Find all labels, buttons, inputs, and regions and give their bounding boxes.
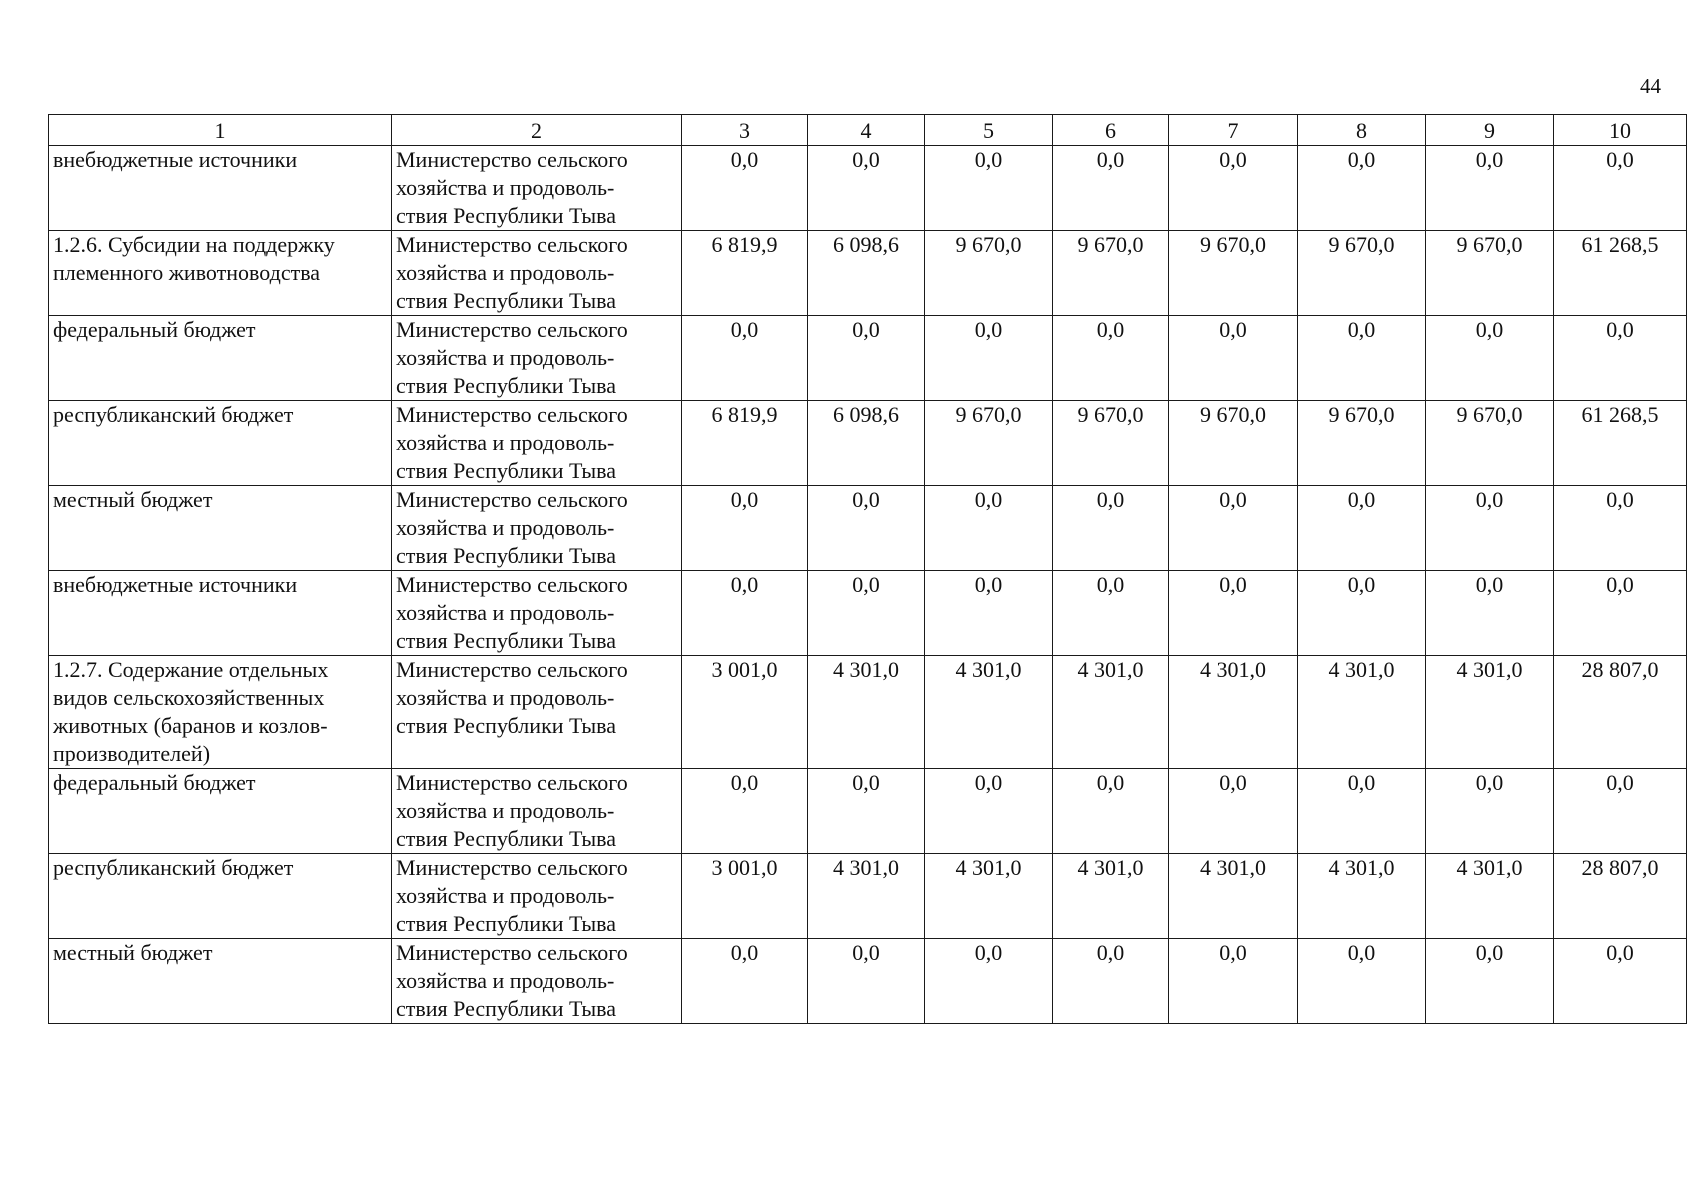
row-value-cell: 9 670,0 [1426,231,1554,316]
row-value-cell: 61 268,5 [1554,231,1687,316]
row-value-cell: 0,0 [1298,146,1426,231]
row-value-cell: 0,0 [1169,486,1298,571]
row-value-cell: 9 670,0 [1053,401,1169,486]
row-value-cell: 0,0 [1554,486,1687,571]
row-value-cell: 0,0 [808,316,925,401]
table-row [49,401,1687,486]
row-executor-cell: Министерство сельского хозяйства и продоволь- ствия Республики Тыва [392,656,682,769]
row-value-cell: 0,0 [1554,769,1687,854]
row-value-cell: 0,0 [808,939,925,1024]
row-value-cell: 0,0 [925,486,1053,571]
row-executor-cell: Министерство сельского хозяйства и продоволь- ствия Республики Тыва [392,854,682,939]
row-value-cell: 4 301,0 [1426,656,1554,769]
row-executor-cell: Министерство сельского хозяйства и продоволь- ствия Республики Тыва [392,486,682,571]
row-value-cell: 0,0 [808,146,925,231]
column-header: 7 [1169,115,1298,146]
row-name-cell: местный бюджет [49,486,392,571]
table-body [49,146,1687,1024]
row-value-cell: 4 301,0 [1169,854,1298,939]
row-value-cell: 0,0 [1053,486,1169,571]
row-value-cell: 0,0 [682,939,808,1024]
budget-table [48,114,1687,1024]
row-value-cell: 0,0 [1426,486,1554,571]
row-name-cell: республиканский бюджет [49,401,392,486]
row-value-cell: 0,0 [1169,769,1298,854]
row-value-cell: 28 807,0 [1554,656,1687,769]
row-value-cell: 4 301,0 [1298,854,1426,939]
column-header: 10 [1554,115,1687,146]
table-row [49,656,1687,769]
row-value-cell: 9 670,0 [1169,231,1298,316]
column-header: 1 [49,115,392,146]
row-value-cell: 0,0 [1053,316,1169,401]
row-value-cell: 0,0 [1426,571,1554,656]
row-name-cell: местный бюджет [49,939,392,1024]
row-value-cell: 0,0 [1298,571,1426,656]
row-value-cell: 0,0 [1426,316,1554,401]
row-value-cell: 0,0 [1426,146,1554,231]
row-value-cell: 9 670,0 [1298,231,1426,316]
row-value-cell: 4 301,0 [925,854,1053,939]
column-header: 8 [1298,115,1426,146]
row-value-cell: 9 670,0 [925,231,1053,316]
table-row [49,769,1687,854]
row-value-cell: 0,0 [808,769,925,854]
row-value-cell: 0,0 [1169,939,1298,1024]
row-value-cell: 4 301,0 [925,656,1053,769]
row-value-cell: 4 301,0 [808,854,925,939]
row-value-cell: 0,0 [682,769,808,854]
row-executor-cell: Министерство сельского хозяйства и продоволь- ствия Республики Тыва [392,401,682,486]
row-value-cell: 3 001,0 [682,854,808,939]
row-name-cell: 1.2.6. Субсидии на поддержку племенного животноводства [49,231,392,316]
row-value-cell: 4 301,0 [808,656,925,769]
row-value-cell: 0,0 [1298,486,1426,571]
page-number: 44 [1640,74,1661,98]
table-row [49,231,1687,316]
row-name-cell: 1.2.7. Содержание отдельных видов сельскохозяйственных животных (баранов и козлов- производителей) [49,656,392,769]
row-value-cell: 0,0 [925,769,1053,854]
table-row [49,486,1687,571]
row-value-cell: 4 301,0 [1426,854,1554,939]
row-value-cell: 4 301,0 [1053,854,1169,939]
row-value-cell: 0,0 [682,486,808,571]
row-value-cell: 0,0 [1053,769,1169,854]
row-value-cell: 6 098,6 [808,231,925,316]
row-value-cell: 0,0 [808,571,925,656]
row-value-cell: 0,0 [1554,571,1687,656]
row-value-cell: 0,0 [1169,316,1298,401]
row-value-cell: 9 670,0 [1426,401,1554,486]
row-executor-cell: Министерство сельского хозяйства и продоволь- ствия Республики Тыва [392,146,682,231]
row-value-cell: 0,0 [808,486,925,571]
row-value-cell: 0,0 [1554,316,1687,401]
row-value-cell: 0,0 [682,571,808,656]
row-value-cell: 0,0 [1169,571,1298,656]
row-executor-cell: Министерство сельского хозяйства и продоволь- ствия Республики Тыва [392,571,682,656]
column-header: 9 [1426,115,1554,146]
row-executor-cell: Министерство сельского хозяйства и продоволь- ствия Республики Тыва [392,939,682,1024]
row-value-cell: 3 001,0 [682,656,808,769]
row-executor-cell: Министерство сельского хозяйства и продоволь- ствия Республики Тыва [392,316,682,401]
row-value-cell: 0,0 [925,146,1053,231]
row-value-cell: 0,0 [682,146,808,231]
row-value-cell: 0,0 [1053,939,1169,1024]
column-header: 2 [392,115,682,146]
column-header: 5 [925,115,1053,146]
table-row [49,316,1687,401]
row-value-cell: 0,0 [1169,146,1298,231]
row-value-cell: 6 098,6 [808,401,925,486]
row-value-cell: 0,0 [682,316,808,401]
row-value-cell: 9 670,0 [925,401,1053,486]
row-value-cell: 0,0 [1426,769,1554,854]
row-executor-cell: Министерство сельского хозяйства и продоволь- ствия Республики Тыва [392,769,682,854]
table-row [49,571,1687,656]
row-value-cell: 61 268,5 [1554,401,1687,486]
column-header: 3 [682,115,808,146]
row-value-cell: 0,0 [1298,939,1426,1024]
row-value-cell: 0,0 [1554,939,1687,1024]
row-name-cell: федеральный бюджет [49,316,392,401]
row-value-cell: 0,0 [925,939,1053,1024]
row-value-cell: 4 301,0 [1053,656,1169,769]
row-executor-cell: Министерство сельского хозяйства и продоволь- ствия Республики Тыва [392,231,682,316]
row-value-cell: 0,0 [1053,571,1169,656]
row-value-cell: 4 301,0 [1169,656,1298,769]
row-name-cell: федеральный бюджет [49,769,392,854]
row-value-cell: 0,0 [925,571,1053,656]
row-value-cell: 6 819,9 [682,401,808,486]
row-value-cell: 0,0 [1426,939,1554,1024]
row-name-cell: внебюджетные источники [49,146,392,231]
row-name-cell: внебюджетные источники [49,571,392,656]
row-value-cell: 9 670,0 [1053,231,1169,316]
row-value-cell: 0,0 [1053,146,1169,231]
table-row [49,146,1687,231]
row-value-cell: 9 670,0 [1298,401,1426,486]
row-name-cell: республиканский бюджет [49,854,392,939]
table-row [49,939,1687,1024]
row-value-cell: 28 807,0 [1554,854,1687,939]
header-row [49,115,1687,146]
table-row [49,854,1687,939]
column-header: 4 [808,115,925,146]
column-header: 6 [1053,115,1169,146]
row-value-cell: 0,0 [1298,316,1426,401]
row-value-cell: 6 819,9 [682,231,808,316]
row-value-cell: 9 670,0 [1169,401,1298,486]
row-value-cell: 0,0 [1298,769,1426,854]
row-value-cell: 0,0 [1554,146,1687,231]
row-value-cell: 0,0 [925,316,1053,401]
row-value-cell: 4 301,0 [1298,656,1426,769]
